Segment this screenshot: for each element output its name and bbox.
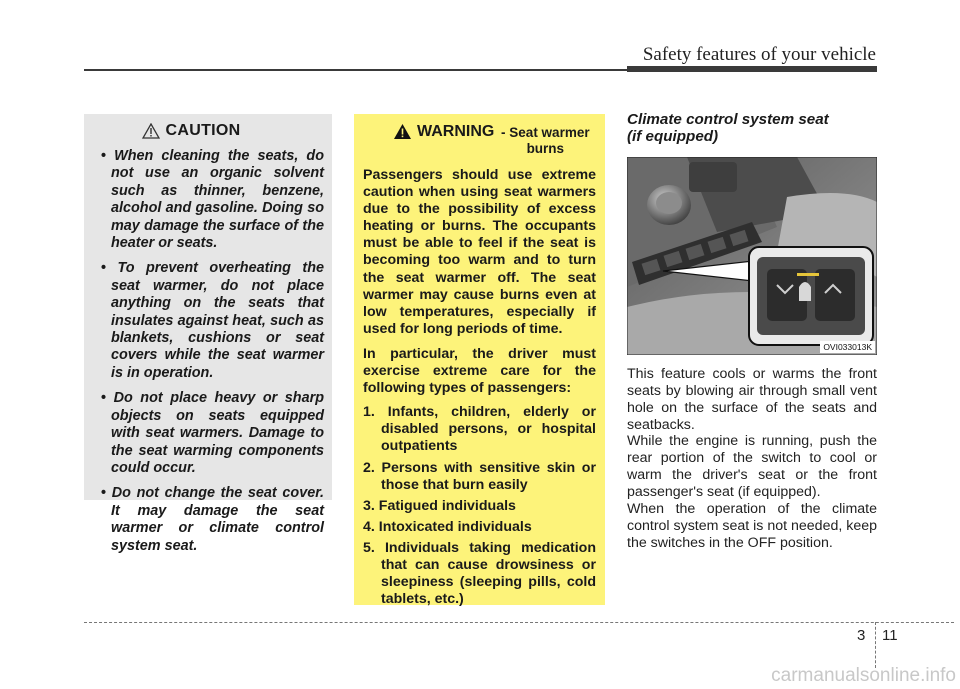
- console-illustration: [627, 157, 877, 355]
- body-paragraph: This feature cools or warms the front seats by blowing air through small vent hole on the surface of the seats and seatbacks.: [627, 366, 877, 434]
- caution-header: [58, 122, 324, 140]
- section-heading: [627, 111, 877, 145]
- header-rule-accent: [627, 66, 877, 72]
- warning-triangle-icon: [393, 123, 412, 140]
- section-title: Safety features of your vehicle: [642, 44, 876, 65]
- warning-list-item: 1. Infants, children, elderly or disabled persons, or hospital outpatients: [363, 404, 596, 455]
- caution-list: [94, 148, 324, 555]
- watermark: carmanualsonline.info: [771, 665, 956, 686]
- warning-list-item: 3. Fatigued individuals: [363, 497, 516, 514]
- warning-subtitle: - Seat warmer burns: [501, 125, 590, 156]
- warning-paragraph: In particular, the driver must exercise extreme care for the following types of passengers:: [363, 345, 596, 397]
- warning-box: [354, 114, 605, 608]
- page-number: 11: [882, 627, 898, 644]
- warning-list-item: 2. Persons with sensitive skin or those that burn easily: [363, 459, 596, 493]
- page-number-divider: [875, 622, 876, 668]
- warning-title: WARNING: [417, 123, 495, 140]
- section-heading-line: (if equipped): [627, 128, 719, 145]
- chapter-number: 3: [857, 627, 866, 644]
- caution-item: • Do not change the seat cover. It may damage the seat warmer or climate control system seat.: [94, 485, 324, 555]
- footer-rule: [84, 622, 954, 623]
- warning-triangle-icon: [142, 123, 160, 139]
- warning-paragraph: Passengers should use extreme caution when using seat warmers due to the possibility of excess heating or burns. The occupants must be able to feel if the seat is becoming too warm and to turn the seat warmer off. The seat warmer may cause burns even at low temperatures, especially if used for long periods of time.: [363, 167, 596, 337]
- warning-header: [393, 122, 596, 157]
- caution-item: • Do not place heavy or sharp objects on seats equipped with seat warmers. Damage to the seat warming components could occur.: [94, 390, 324, 477]
- warning-list-item: 5. Individuals taking medication that can cause drowsiness or sleepiness (sleeping pills, cold tablets, etc.): [363, 539, 596, 608]
- caution-box: [84, 114, 332, 554]
- caution-item: • When cleaning the seats, do not use an organic solvent such as thinner, benzene, alcohol and gasoline. Doing so may damage the surface of the heater or seats.: [94, 148, 324, 252]
- caution-title: CAUTION: [165, 122, 241, 139]
- section-heading-line: Climate control system seat: [627, 111, 829, 128]
- warning-list: [363, 404, 596, 608]
- body-paragraph: When the operation of the climate control system seat is not needed, keep the switches in the OFF position.: [627, 501, 877, 552]
- image-code-label: OVI033013K: [820, 341, 875, 353]
- caution-item: • To prevent overheating the seat warmer, do not place anything on the seats that insulates against heat, such as blankets, cushions or seat covers while the seat warmer is in operation.: [94, 260, 324, 382]
- seat-switch-photo: [627, 157, 877, 355]
- body-paragraph: While the engine is running, push the rear portion of the switch to cool or warm the driver's seat or the front passenger's seat (if equipped).: [627, 433, 877, 501]
- warning-list-item: 4. Intoxicated individuals: [363, 518, 532, 535]
